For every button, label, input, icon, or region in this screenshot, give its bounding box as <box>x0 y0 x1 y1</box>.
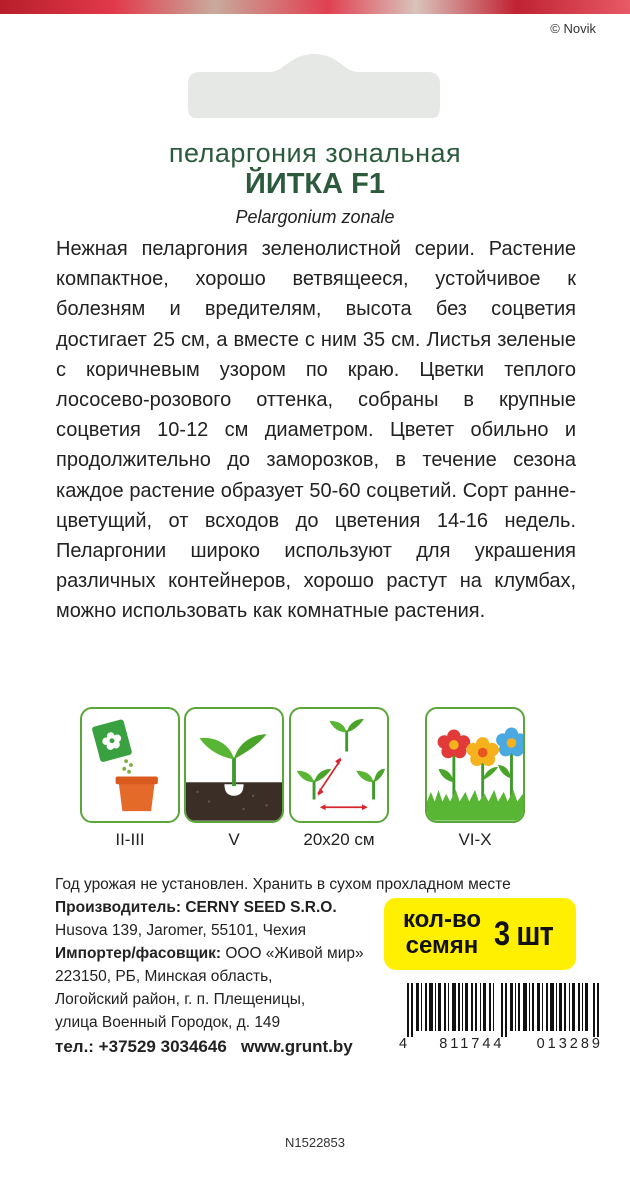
seed-label-line2: семян <box>405 932 479 959</box>
seedling-icon <box>184 707 284 823</box>
sowing-label: II-III <box>115 830 145 849</box>
common-name: пеларгония зональная <box>168 138 462 168</box>
barcode-digit-prefix: 4 <box>399 1036 408 1052</box>
contact-line <box>55 1037 353 1057</box>
barcode-digits-left: 811744 <box>439 1036 505 1052</box>
spacing-label: 20x20 см <box>303 830 375 849</box>
variety-name: ЙИТКА F1 <box>245 168 385 200</box>
flowering-icon <box>425 707 525 823</box>
spacing-icon <box>289 707 389 823</box>
barcode <box>407 983 599 1037</box>
seedling-label: V <box>228 830 240 849</box>
top-photo-strip <box>0 0 630 14</box>
harvest-note: Год урожая не установлен. Хранить в сухом прохладном месте <box>55 876 511 893</box>
description: Нежная пеларгония зеленолистной серии. Растение компактное, хорошо ветвящееся, устойчивое к болезням и вредителям, высота без соцветия достигает 25 см, а вместе с ним 35 см. Листья зеленые с коричневым узором по краю. Цветки теплого лососево-розового оттенка, собраны в крупные соцветия 10-12 см диаметром. Цветет обильно и продолжительно до заморозков, в течение сезона каждое растение образует 50-60 соцветий. Сорт раннецветущий, от всходов до цветения 14-16 недель. Пеларгонии широко используют для украшения различных контейнеров, хорошо растут на клумбах, можно использовать как комнатные растения. <box>56 238 576 623</box>
latin-name: Pelargonium zonale <box>235 207 395 227</box>
seed-count-value: 3 шт <box>494 915 553 953</box>
importer-name: ООО «Живой мир» <box>225 945 364 962</box>
article-number: N1522853 <box>285 1135 345 1150</box>
flowering-label: VI-X <box>458 830 492 849</box>
barcode-digits <box>399 1036 603 1052</box>
manufacturer-address: Husova 139, Jaromer, 55101, Чехия <box>55 922 307 939</box>
seed-label-line1: кол-во <box>402 906 482 933</box>
copyright: © Novik <box>550 21 596 36</box>
importer-address-2: Логойский район, г. п. Плещеницы, <box>55 991 306 1008</box>
manufacturer-name: CERNY SEED S.R.O. <box>185 899 337 916</box>
seed-count-label <box>396 907 488 959</box>
sowing-icon <box>80 707 180 823</box>
manufacturer-line <box>55 899 337 917</box>
importer-address-1: 223150, РБ, Минская область, <box>55 968 273 985</box>
phone-number: тел.: +37529 3034646 <box>55 1037 227 1056</box>
importer-line <box>55 945 364 963</box>
seed-count-badge <box>384 898 576 970</box>
importer-address-3: улица Военный Городок, д. 149 <box>55 1014 281 1031</box>
importer-label: Импортер/фасовщик: <box>55 945 222 962</box>
manufacturer-label: Производитель: <box>55 899 182 916</box>
barcode-digits-right: 013289 <box>536 1036 603 1052</box>
website: www.grunt.by <box>240 1037 353 1056</box>
hang-tab <box>188 54 440 118</box>
